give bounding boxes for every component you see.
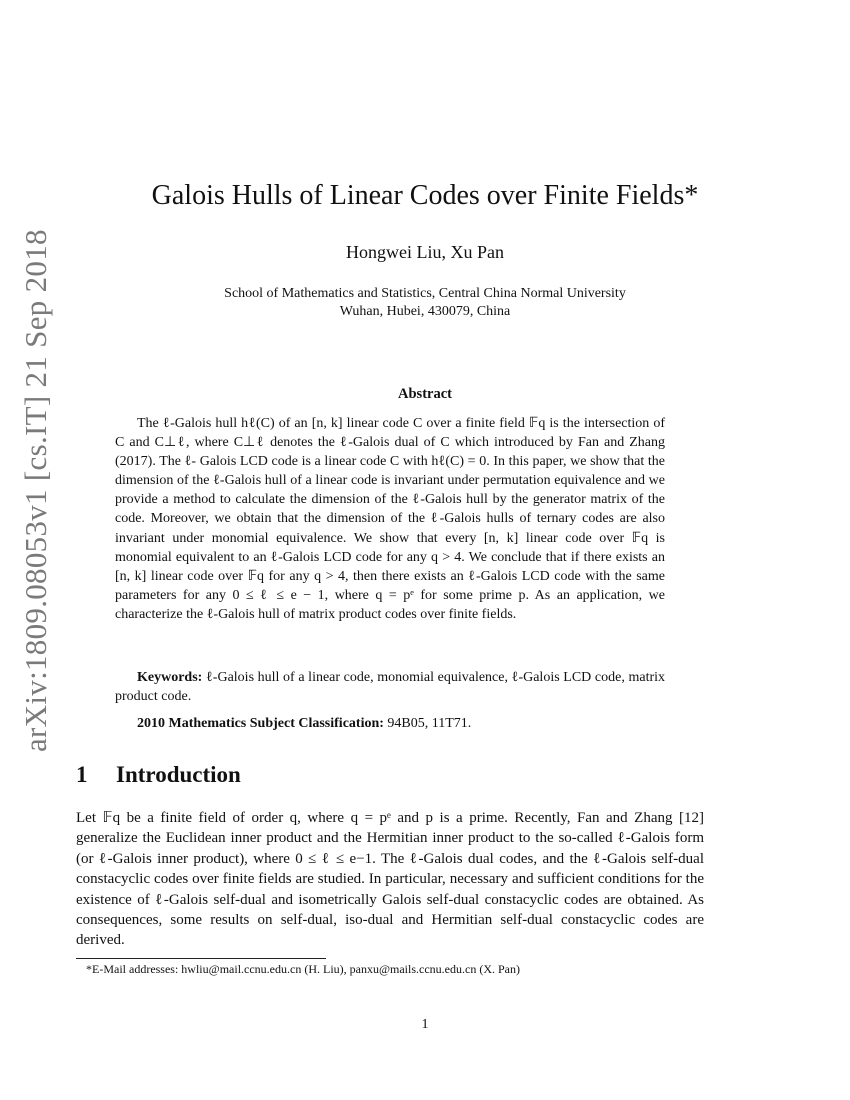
introduction-paragraph: Let 𝔽q be a finite field of order q, where q = pᵉ and p is a prime. Recently, Fan and Zhang [12] generalize the Euclidean inner product and the Hermitian inner product to the so-called ℓ-Galois form (or ℓ-Galois inner product), where 0 ≤ ℓ ≤ e−1. The ℓ-Galois dual codes, and the ℓ-Galois self-dual constacyclic codes over finite fields are studied. In particular, necessary and sufficient conditions for the existence of ℓ-Galois self-dual and isometrically Galois self-dual constacyclic codes are obtained. As consequences, some results on self-dual, iso-dual and Hermitian self-dual constacyclic codes are derived. <box>76 810 704 949</box>
affiliation-line-1: School of Mathematics and Statistics, Central China Normal University <box>224 286 626 301</box>
section-heading <box>76 762 241 788</box>
arxiv-identifier-stamp: arXiv:1809.08053v1 [cs.IT] 21 Sep 2018 <box>18 229 53 752</box>
footnote-divider <box>76 958 326 959</box>
paper-title: Galois Hulls of Linear Codes over Finite Fields* <box>151 180 699 211</box>
section-title: Introduction <box>116 762 241 787</box>
page-number: 1 <box>421 1017 429 1032</box>
affiliation-line-2: Wuhan, Hubei, 430079, China <box>339 304 511 319</box>
msc-classification <box>115 714 665 733</box>
footnote: *E-Mail addresses: hwliu@mail.ccnu.edu.cn (H. Liu), panxu@mails.ccnu.edu.cn (X. Pan) <box>86 962 520 976</box>
abstract-text: The ℓ-Galois hull hℓ(C) of an [n, k] linear code C over a finite field 𝔽q is the intersection of C and C⊥ℓ, where C⊥ℓ denotes the ℓ-Galois dual of C which introduced by Fan and Zhang (2017). The ℓ- Galois LCD code is a linear code C with hℓ(C) = 0. In this paper, we show that the dimension of the ℓ-Galois hull of a linear code is invariant under permutation equivalence and we provide a method to calculate the dimension of the ℓ-Galois hull by the generator matrix of the code. Moreover, we obtain that the dimension of the ℓ-Galois hulls of ternary codes are also invariant under monomial equivalence. We show that every [n, k] linear code over 𝔽q is monomial equivalent to an ℓ-Galois LCD code for any q > 4. We conclude that if there exists an [n, k] linear code over 𝔽q for any q > 4, then there exists an ℓ-Galois LCD code with the same parameters for any 0 ≤ ℓ ≤ e − 1, where q = pᵉ for some prime p. As an application, we characterize the ℓ-Galois hull of matrix product codes over finite fields. <box>115 416 665 622</box>
keywords-text: ℓ-Galois hull of a linear code, monomial equivalence, ℓ-Galois LCD code, matrix product code. <box>115 670 666 705</box>
paper-authors: Hongwei Liu, Xu Pan <box>346 242 504 262</box>
section-number: 1 <box>76 762 88 787</box>
msc-label: 2010 Mathematics Subject Classification: <box>137 716 384 731</box>
abstract-heading: Abstract <box>398 386 452 402</box>
keywords-label: Keywords: <box>137 670 203 685</box>
msc-codes: 94B05, 11T71. <box>387 716 472 731</box>
keywords <box>115 668 665 706</box>
affiliation <box>0 285 850 321</box>
